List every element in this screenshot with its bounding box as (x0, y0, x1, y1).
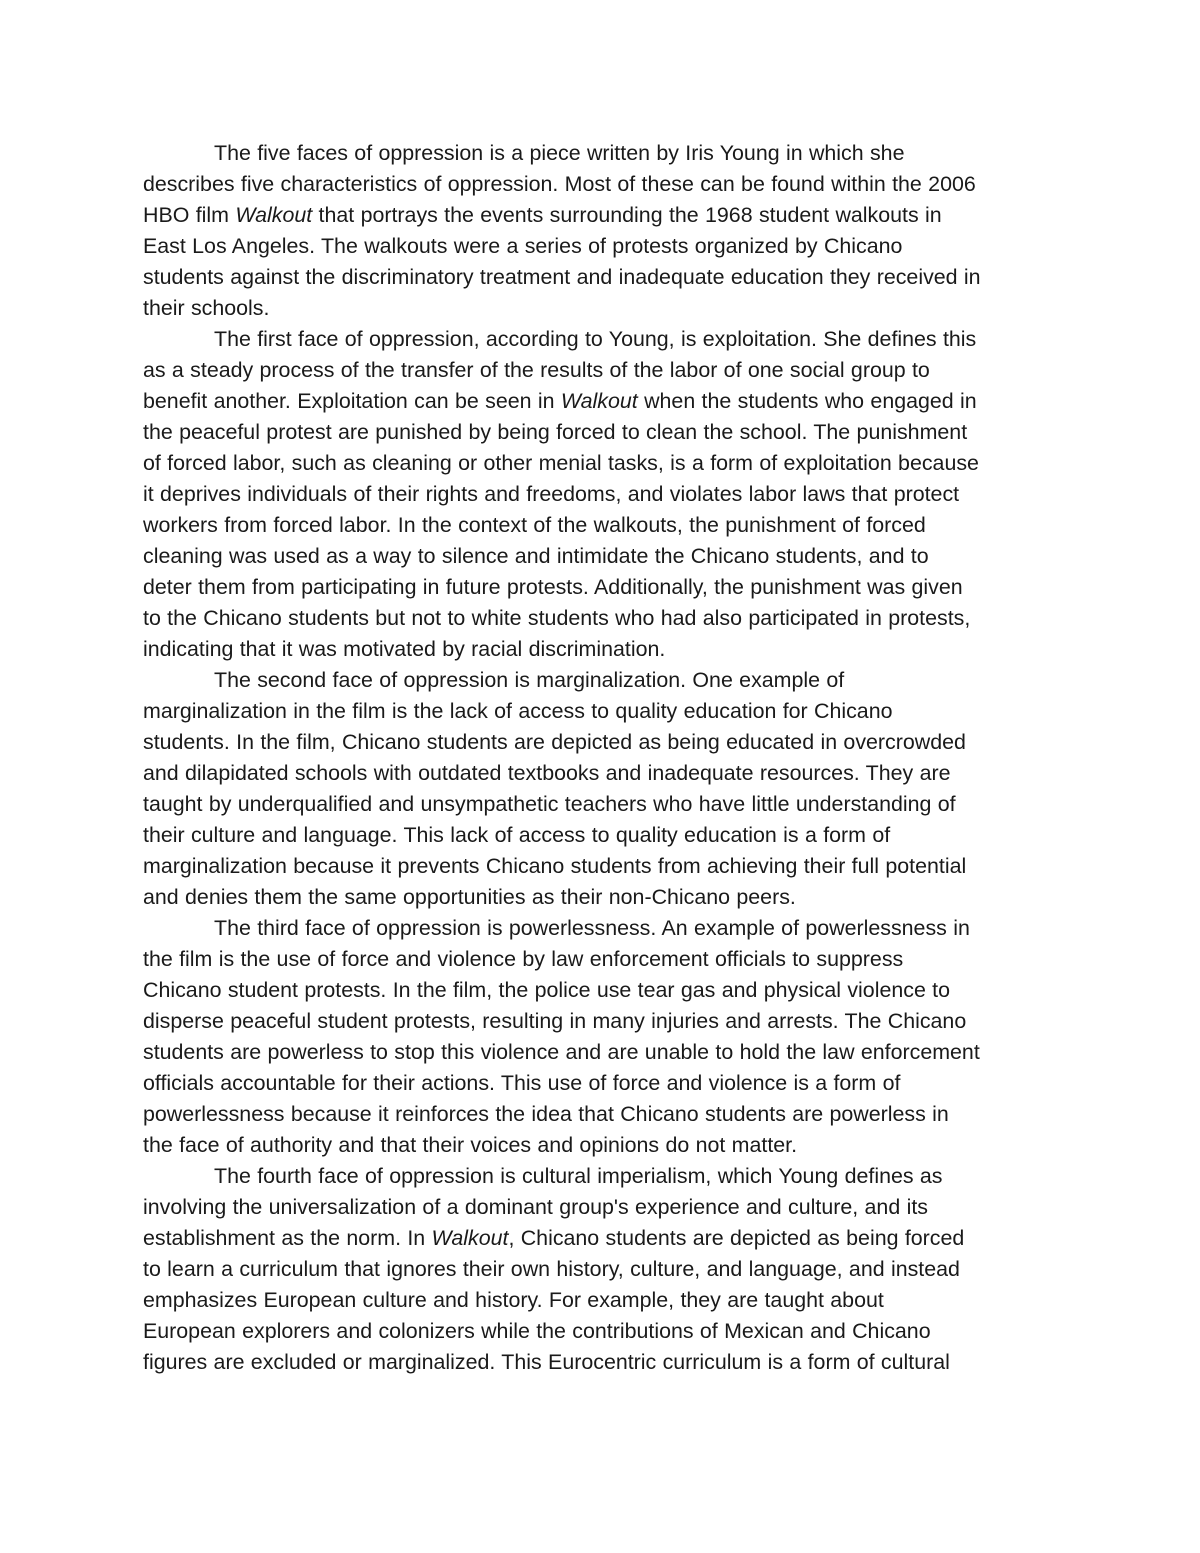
text-segment: East Los Angeles. The walkouts were a series of protests organized by Chicano (143, 234, 903, 258)
paragraph (143, 324, 1068, 665)
text-line (143, 169, 1068, 200)
film-title-italic: Walkout (560, 389, 638, 413)
text-segment: as a steady process of the transfer of the results of the labor of one social group to (143, 358, 930, 382)
text-line (143, 1316, 1068, 1347)
film-title-italic: Walkout (235, 203, 313, 227)
text-line (143, 138, 1068, 169)
film-title-italic: Walkout (431, 1226, 509, 1250)
text-segment: their schools. (143, 296, 270, 320)
text-segment: Chicano student protests. In the film, the police use tear gas and physical violence to (143, 978, 951, 1002)
text-segment: to learn a curriculum that ignores their own history, culture, and language, and instead (143, 1257, 960, 1281)
text-line (143, 479, 1068, 510)
text-line (143, 231, 1068, 262)
text-line (143, 293, 1068, 324)
text-segment: to the Chicano students but not to white students who had also participated in protests, (143, 606, 971, 630)
text-line (143, 696, 1068, 727)
text-line (143, 262, 1068, 293)
text-segment: and denies them the same opportunities as their non-Chicano peers. (143, 885, 796, 909)
text-line (143, 758, 1068, 789)
text-line (143, 789, 1068, 820)
text-segment: The second face of oppression is marginalization. One example of (214, 668, 845, 692)
text-segment: cleaning was used as a way to silence and intimidate the Chicano students, and to (143, 544, 929, 568)
text-segment: the face of authority and that their voices and opinions do not matter. (143, 1133, 798, 1157)
text-segment: disperse peaceful student protests, resulting in many injuries and arrests. The Chicano (143, 1009, 967, 1033)
text-segment: The third face of oppression is powerlessness. An example of powerlessness in (214, 916, 970, 940)
text-segment: emphasizes European culture and history. For example, they are taught about (143, 1288, 884, 1312)
text-line (143, 324, 1068, 355)
text-segment: when the students who engaged in (637, 389, 977, 413)
text-segment: that portrays the events surrounding the 1968 student walkouts in (312, 203, 942, 227)
text-line (143, 1006, 1068, 1037)
text-segment: The five faces of oppression is a piece written by Iris Young in which she (214, 141, 905, 165)
text-line (143, 634, 1068, 665)
text-segment: establishment as the norm. In (143, 1226, 432, 1250)
text-line (143, 541, 1068, 572)
text-segment: taught by underqualified and unsympathetic teachers who have little understanding of (143, 792, 956, 816)
text-line (143, 727, 1068, 758)
text-line (143, 913, 1068, 944)
text-line (143, 510, 1068, 541)
text-line (143, 851, 1068, 882)
text-segment: officials accountable for their actions. This use of force and violence is a form of (143, 1071, 901, 1095)
text-segment: HBO film (143, 203, 236, 227)
text-line (143, 1099, 1068, 1130)
text-line (143, 1161, 1068, 1192)
text-line (143, 603, 1068, 634)
text-segment: European explorers and colonizers while the contributions of Mexican and Chicano (143, 1319, 931, 1343)
text-segment: The first face of oppression, according to Young, is exploitation. She defines this (214, 327, 977, 351)
text-segment: deter them from participating in future protests. Additionally, the punishment was given (143, 575, 963, 599)
text-line (143, 1223, 1068, 1254)
text-line (143, 1130, 1068, 1161)
text-segment: of forced labor, such as cleaning or other menial tasks, is a form of exploitation because (143, 451, 979, 475)
text-line (143, 665, 1068, 696)
text-segment: it deprives individuals of their rights and freedoms, and violates labor laws that protect (143, 482, 960, 506)
paragraph (143, 1161, 1068, 1378)
text-segment: powerlessness because it reinforces the idea that Chicano students are powerless in (143, 1102, 949, 1126)
text-line (143, 1192, 1068, 1223)
text-line (143, 1285, 1068, 1316)
text-segment: marginalization in the film is the lack of access to quality education for Chicano (143, 699, 893, 723)
document-body (143, 138, 1068, 1378)
text-line (143, 200, 1068, 231)
text-segment: the peaceful protest are punished by being forced to clean the school. The punishment (143, 420, 968, 444)
text-line (143, 1037, 1068, 1068)
text-segment: their culture and language. This lack of access to quality education is a form of (143, 823, 891, 847)
text-segment: and dilapidated schools with outdated textbooks and inadequate resources. They are (143, 761, 951, 785)
text-line (143, 944, 1068, 975)
text-segment: benefit another. Exploitation can be seen in (143, 389, 561, 413)
text-line (143, 1254, 1068, 1285)
text-segment: students. In the film, Chicano students are depicted as being educated in overcrowded (143, 730, 966, 754)
text-segment: indicating that it was motivated by racial discrimination. (143, 637, 666, 661)
text-segment: The fourth face of oppression is cultural imperialism, which Young defines as (214, 1164, 943, 1188)
text-line (143, 386, 1068, 417)
paragraph (143, 138, 1068, 324)
text-line (143, 975, 1068, 1006)
text-line (143, 820, 1068, 851)
text-segment: the film is the use of force and violence by law enforcement officials to suppress (143, 947, 904, 971)
text-line (143, 572, 1068, 603)
paragraph (143, 665, 1068, 913)
text-segment: students against the discriminatory treatment and inadequate education they received in (143, 265, 981, 289)
text-segment: involving the universalization of a dominant group's experience and culture, and its (143, 1195, 928, 1219)
text-segment: students are powerless to stop this violence and are unable to hold the law enforcement (143, 1040, 980, 1064)
text-line (143, 1068, 1068, 1099)
text-line (143, 355, 1068, 386)
text-line (143, 1347, 1068, 1378)
paragraph (143, 913, 1068, 1161)
text-segment: , Chicano students are depicted as being forced (508, 1226, 965, 1250)
text-segment: describes five characteristics of oppression. Most of these can be found within the 2006 (143, 172, 976, 196)
text-line (143, 882, 1068, 913)
text-segment: marginalization because it prevents Chicano students from achieving their full potential (143, 854, 967, 878)
text-segment: workers from forced labor. In the context of the walkouts, the punishment of forced (143, 513, 926, 537)
text-line (143, 448, 1068, 479)
text-line (143, 417, 1068, 448)
text-segment: figures are excluded or marginalized. This Eurocentric curriculum is a form of cultural (143, 1350, 950, 1374)
